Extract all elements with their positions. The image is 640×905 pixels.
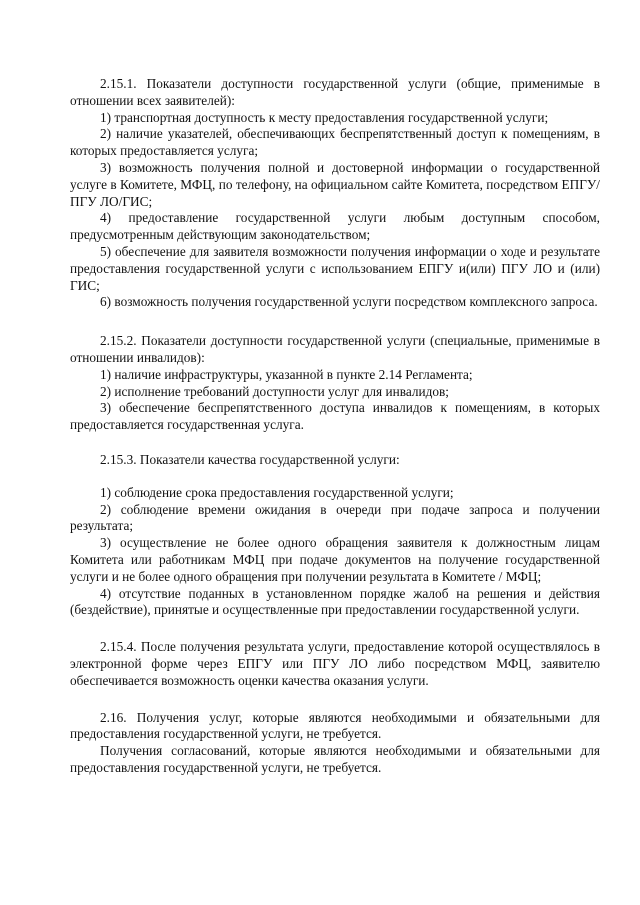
list-item: 3) осуществление не более одного обращения заявителя к должностным лицам Комитета или работникам МФЦ при подаче документов на получение государственной услуги и не более одного обращения при получении результата в Комитете / МФЦ; bbox=[70, 535, 600, 584]
list-item: 1) соблюдение срока предоставления государственной услуги; bbox=[100, 484, 454, 500]
list-item: 1) транспортная доступность к месту предоставления государственной услуги; bbox=[100, 109, 549, 125]
list-item: 4) отсутствие поданных в установленном порядке жалоб на решения и действия (бездействие), принятые и осуществленные при предоставлении государственной услуги. bbox=[70, 585, 600, 618]
section-2-15-4-paragraph: 2.15.4. После получения результата услуги, предоставление которой осуществлялось в электронной форме через ЕПГУ или ПГУ ЛО либо посредством МФЦ, заявителю обеспечивается возможность оценки качества оказания услуги. bbox=[70, 639, 600, 688]
section-2-15-1-intro: 2.15.1. Показатели доступности государственной услуги (общие, применимые в отношении всех заявителей): bbox=[70, 76, 600, 108]
list-item: 6) возможность получения государственной услуги посредством комплексного запроса. bbox=[100, 294, 598, 310]
list-item: 1) наличие инфраструктуры, указанной в пункте 2.14 Регламента; bbox=[100, 366, 473, 382]
list-item: 5) обеспечение для заявителя возможности получения информации о ходе и результате предоставления государственной услуги с использованием ЕПГУ и(или) ПГУ ЛО и (или) ГИС; bbox=[70, 243, 600, 293]
list-item: 4) предоставление государственной услуги любым доступным способом, предусмотренным действующим законодательством; bbox=[70, 210, 600, 243]
list-item: 2) наличие указателей, обеспечивающих беспрепятственный доступ к помещениям, в которых предоставляется услуга; bbox=[70, 126, 600, 159]
list-item: 3) обеспечение беспрепятственного доступа инвалидов к помещениям, в которых предоставляется государственная услуга. bbox=[70, 400, 600, 433]
section-2-16-paragraph-2: Получения согласований, которые являются необходимыми и обязательными для предоставления государственной услуги, не требуется. bbox=[70, 743, 600, 775]
section-2-15-3-intro: 2.15.3. Показатели качества государственной услуги: bbox=[100, 451, 400, 467]
list-item: 2) соблюдение времени ожидания в очереди при подаче запроса и получении результата; bbox=[70, 501, 600, 534]
section-2-16-paragraph: 2.16. Получения услуг, которые являются необходимыми и обязательными для предоставления государственной услуги, не требуется. bbox=[70, 709, 600, 742]
list-item: 2) исполнение требований доступности услуг для инвалидов; bbox=[100, 383, 449, 399]
list-item: 3) возможность получения полной и достоверной информации о государственной услуге в Комитете, МФЦ, по телефону, на официальном сайте Комитета, посредством ЕПГУ/ПГУ ЛО/ГИС; bbox=[70, 159, 600, 209]
section-2-15-2-intro: 2.15.2. Показатели доступности государственной услуги (специальные, применимые в отношении инвалидов): bbox=[70, 333, 600, 365]
